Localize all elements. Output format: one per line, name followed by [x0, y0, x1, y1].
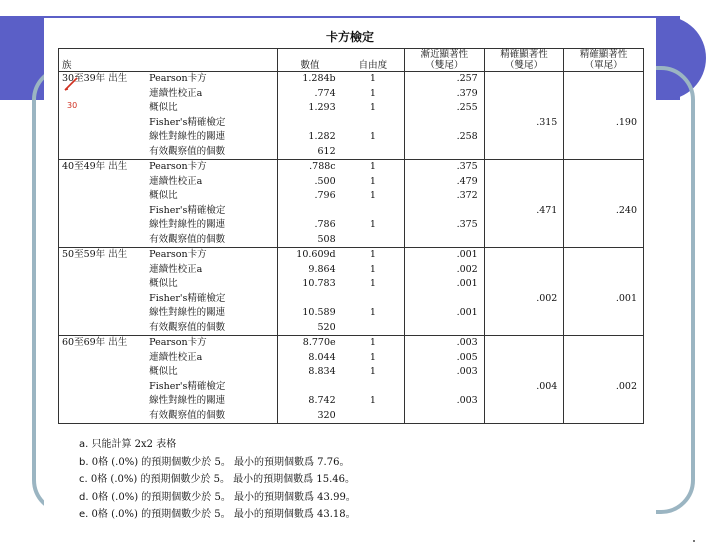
exact-1-cell: .240	[564, 204, 644, 219]
value-cell: 320	[278, 409, 342, 424]
stat-label: 有效觀察值的個數	[149, 145, 226, 157]
footnote	[79, 471, 356, 489]
group-label	[59, 380, 147, 395]
value-cell: .796	[278, 189, 342, 204]
df-cell: 1	[369, 263, 376, 275]
asymp-sig-cell	[405, 233, 485, 248]
slide-content	[44, 18, 656, 538]
value-cell: 10.589	[278, 306, 342, 321]
asymp-sig-cell: .257	[405, 72, 485, 87]
stat-label: Pearson卡方	[146, 336, 278, 351]
group-label	[59, 321, 147, 336]
table-row	[59, 365, 644, 380]
df-cell	[342, 292, 405, 307]
header-exact-1: 精確顯著性 （單尾）	[564, 49, 644, 72]
df-cell: 1	[369, 131, 376, 142]
stat-label: Pearson卡方	[146, 248, 278, 263]
exact-1-cell	[564, 394, 644, 409]
exact-2-cell	[484, 365, 564, 380]
group-label	[59, 233, 147, 248]
value-cell	[278, 380, 342, 395]
stat-label: 連續性校正a	[149, 263, 203, 275]
value-cell: 10.609d	[278, 248, 342, 263]
table-row	[59, 394, 644, 409]
stat-label: Fisher's精確檢定	[149, 380, 226, 392]
group-label	[59, 204, 147, 219]
table-row	[59, 189, 644, 204]
asymp-sig-cell: .003	[405, 365, 485, 380]
asymp-sig-cell: .479	[405, 175, 485, 190]
table-body	[59, 72, 644, 424]
table-row	[59, 277, 644, 292]
exact-2-cell	[484, 87, 564, 102]
group-label: 30至39年 出生	[62, 73, 128, 84]
exact-2-cell	[484, 160, 564, 175]
table-row	[59, 233, 644, 248]
header-asymp-sig: 漸近顯著性 （雙尾）	[405, 49, 485, 72]
asymp-sig-cell: .001	[405, 277, 485, 292]
exact-2-cell	[484, 72, 564, 87]
exact-2-cell	[484, 306, 564, 321]
value-cell: 508	[278, 233, 342, 248]
df-cell: 1	[369, 87, 376, 99]
header-value: 數值	[278, 49, 342, 72]
stat-label: 線性對線性的關連	[149, 307, 226, 318]
footnote	[79, 506, 356, 524]
exact-2-cell: .002	[484, 292, 564, 307]
asymp-sig-cell: .372	[405, 189, 485, 204]
asymp-sig-cell: .001	[405, 248, 485, 263]
table-row	[59, 218, 644, 233]
exact-2-cell	[484, 351, 564, 366]
table-row	[59, 101, 644, 116]
value-cell: 1.284b	[278, 72, 342, 87]
exact-1-cell: .002	[564, 380, 644, 395]
group-label	[59, 116, 147, 131]
exact-2-cell	[484, 336, 564, 351]
value-cell: 9.864	[278, 263, 342, 278]
exact-1-cell	[564, 306, 644, 321]
df-cell: 1	[369, 366, 376, 377]
table-row	[59, 248, 644, 263]
exact-1-cell	[564, 130, 644, 145]
asymp-sig-cell: .375	[405, 160, 485, 175]
df-cell	[342, 380, 405, 395]
exact-1-cell	[564, 248, 644, 263]
asymp-sig-cell: .001	[405, 306, 485, 321]
df-cell: 1	[369, 175, 376, 187]
table-header-row	[59, 49, 644, 72]
exact-1-cell	[564, 233, 644, 248]
header-df: 自由度	[342, 49, 405, 72]
exact-1-cell	[564, 87, 644, 102]
header-group: 族	[59, 49, 147, 72]
asymp-sig-cell	[405, 145, 485, 160]
df-cell: 1	[369, 278, 376, 289]
footnote-mark: d.	[79, 491, 89, 503]
stat-label: 連續性校正a	[149, 87, 203, 99]
df-cell	[342, 145, 405, 160]
group-label	[59, 351, 147, 366]
exact-1-cell	[564, 101, 644, 116]
exact-2-cell	[484, 394, 564, 409]
exact-2-cell	[484, 321, 564, 336]
stat-label: Fisher's精確檢定	[149, 292, 226, 304]
exact-1-cell	[564, 351, 644, 366]
value-cell: 612	[278, 145, 342, 160]
stat-label: Fisher's精確檢定	[149, 116, 226, 128]
stat-label: 連續性校正a	[149, 175, 203, 187]
asymp-sig-cell: .003	[405, 394, 485, 409]
exact-2-cell	[484, 263, 564, 278]
exact-1-cell	[564, 189, 644, 204]
asymp-sig-cell: .258	[405, 130, 485, 145]
exact-1-cell	[564, 72, 644, 87]
stat-label: 有效觀察值的個數	[149, 233, 226, 245]
exact-1-cell	[564, 160, 644, 175]
df-cell: 1	[369, 102, 376, 113]
asymp-sig-cell	[405, 292, 485, 307]
value-cell: 8.834	[278, 365, 342, 380]
df-cell: 1	[342, 336, 405, 351]
exact-1-cell	[564, 277, 644, 292]
exact-1-cell	[564, 336, 644, 351]
value-cell	[278, 292, 342, 307]
df-cell: 1	[369, 395, 376, 406]
df-cell	[342, 321, 405, 336]
exact-1-cell	[564, 321, 644, 336]
asymp-sig-cell	[405, 116, 485, 131]
asymp-sig-cell: .002	[405, 263, 485, 278]
table-row	[59, 409, 644, 424]
value-cell	[278, 116, 342, 131]
group-label: 50至59年 出生	[59, 248, 147, 263]
group-label	[59, 130, 147, 145]
group-label	[59, 218, 147, 233]
asymp-sig-cell: .255	[405, 101, 485, 116]
asymp-sig-cell	[405, 380, 485, 395]
df-cell	[342, 204, 405, 219]
table-row	[59, 292, 644, 307]
stat-label: Fisher's精確檢定	[149, 204, 226, 216]
asymp-sig-cell: .003	[405, 336, 485, 351]
value-cell: .788c	[278, 160, 342, 175]
asymp-sig-cell	[405, 321, 485, 336]
exact-2-cell: .471	[484, 204, 564, 219]
header-stat	[146, 49, 278, 72]
footnote-mark: e.	[79, 509, 89, 520]
footnote-text: 0格 (.0%) 的預期個數少於 5。 最小的預期個數爲 15.46。	[90, 474, 355, 485]
table-row	[59, 351, 644, 366]
exact-1-cell	[564, 145, 644, 160]
table-row	[59, 204, 644, 219]
header-exact-2: 精確顯著性 （雙尾）	[484, 49, 564, 72]
group-label	[59, 263, 147, 278]
decorative-dot	[693, 540, 695, 542]
exact-2-cell	[484, 130, 564, 145]
table-row	[59, 263, 644, 278]
group-label	[59, 175, 147, 190]
exact-2-cell	[484, 248, 564, 263]
table-row	[59, 380, 644, 395]
chi-square-table	[58, 48, 644, 424]
stat-label: 有效觀察值的個數	[149, 321, 226, 333]
footnote-text: 0格 (.0%) 的預期個數少於 5。 最小的預期個數爲 43.18。	[91, 509, 356, 520]
value-cell: .774	[278, 87, 342, 102]
stat-label: 連續性校正a	[149, 351, 203, 363]
exact-2-cell	[484, 145, 564, 160]
df-cell	[342, 409, 405, 424]
footnote-text: 0格 (.0%) 的預期個數少於 5。 最小的預期個數爲 43.99。	[91, 491, 356, 503]
exact-1-cell	[564, 365, 644, 380]
group-label: 60至69年 出生	[59, 336, 147, 351]
footnote-mark: c.	[79, 474, 88, 485]
group-label	[59, 145, 147, 160]
exact-1-cell: .190	[564, 116, 644, 131]
df-cell	[342, 233, 405, 248]
asymp-sig-cell	[405, 409, 485, 424]
group-label	[59, 189, 147, 204]
table-row	[59, 130, 644, 145]
value-cell: 8.770e	[278, 336, 342, 351]
value-cell: .786	[278, 218, 342, 233]
exact-1-cell	[564, 175, 644, 190]
exact-2-cell: .004	[484, 380, 564, 395]
table-row	[59, 175, 644, 190]
footnote	[79, 454, 356, 472]
table-row	[59, 72, 644, 87]
value-cell: 8.742	[278, 394, 342, 409]
footnote-mark: a.	[79, 439, 89, 450]
asymp-sig-cell: .375	[405, 218, 485, 233]
df-cell: 1	[369, 190, 376, 201]
exact-2-cell	[484, 233, 564, 248]
stat-label: 概似比	[149, 366, 178, 377]
value-cell: .500	[278, 175, 342, 190]
asymp-sig-cell: .005	[405, 351, 485, 366]
table-row	[59, 145, 644, 160]
df-cell	[342, 116, 405, 131]
footnote	[79, 489, 356, 507]
exact-2-cell	[484, 189, 564, 204]
stat-label: 線性對線性的關連	[149, 131, 226, 142]
footnotes	[79, 436, 356, 524]
group-label	[59, 277, 147, 292]
exact-1-cell	[564, 409, 644, 424]
exact-2-cell	[484, 277, 564, 292]
table-row	[59, 306, 644, 321]
df-cell: 1	[342, 160, 405, 175]
pen-annotation-icon	[63, 76, 79, 92]
table-row	[59, 321, 644, 336]
table-row	[59, 160, 644, 175]
exact-2-cell: .315	[484, 116, 564, 131]
exact-1-cell	[564, 218, 644, 233]
value-cell: 1.282	[278, 130, 342, 145]
stat-label: 線性對線性的關連	[149, 395, 226, 406]
value-cell: 10.783	[278, 277, 342, 292]
stat-label: 概似比	[149, 278, 178, 289]
stat-label: 概似比	[149, 102, 178, 113]
df-cell: 1	[369, 351, 376, 363]
value-cell: 1.293	[278, 101, 342, 116]
table-title: 卡方檢定	[325, 30, 374, 44]
group-label	[59, 292, 147, 307]
stat-label: Pearson卡方	[149, 73, 207, 84]
stat-label: 有效觀察值的個數	[149, 409, 226, 421]
exact-2-cell	[484, 101, 564, 116]
exact-1-cell: .001	[564, 292, 644, 307]
footnote-text: 0格 (.0%) 的預期個數少於 5。 最小的預期個數爲 7.76。	[91, 456, 350, 468]
footnote	[79, 436, 356, 454]
value-cell	[278, 204, 342, 219]
asymp-sig-cell	[405, 204, 485, 219]
group-label	[59, 409, 147, 424]
df-cell: 1	[369, 307, 376, 318]
value-cell: 8.044	[278, 351, 342, 366]
stat-label: 概似比	[149, 190, 178, 201]
df-cell: 1	[369, 219, 376, 230]
exact-2-cell	[484, 409, 564, 424]
exact-2-cell	[484, 218, 564, 233]
table-row	[59, 336, 644, 351]
value-cell: 520	[278, 321, 342, 336]
table-row	[59, 116, 644, 131]
asymp-sig-cell: .379	[405, 87, 485, 102]
group-label: 40至49年 出生	[59, 160, 147, 175]
exact-1-cell	[564, 263, 644, 278]
group-label	[59, 394, 147, 409]
annotation-number: 30	[67, 101, 78, 110]
exact-2-cell	[484, 175, 564, 190]
footnote-mark: b.	[79, 456, 89, 468]
stat-label: 線性對線性的關連	[149, 219, 226, 230]
table-row	[59, 87, 644, 102]
stat-label: Pearson卡方	[146, 160, 278, 175]
df-cell: 1	[342, 248, 405, 263]
footnote-text: 只能計算 2x2 表格	[91, 439, 177, 450]
group-label	[59, 306, 147, 321]
df-cell: 1	[369, 73, 376, 84]
group-label	[59, 365, 147, 380]
